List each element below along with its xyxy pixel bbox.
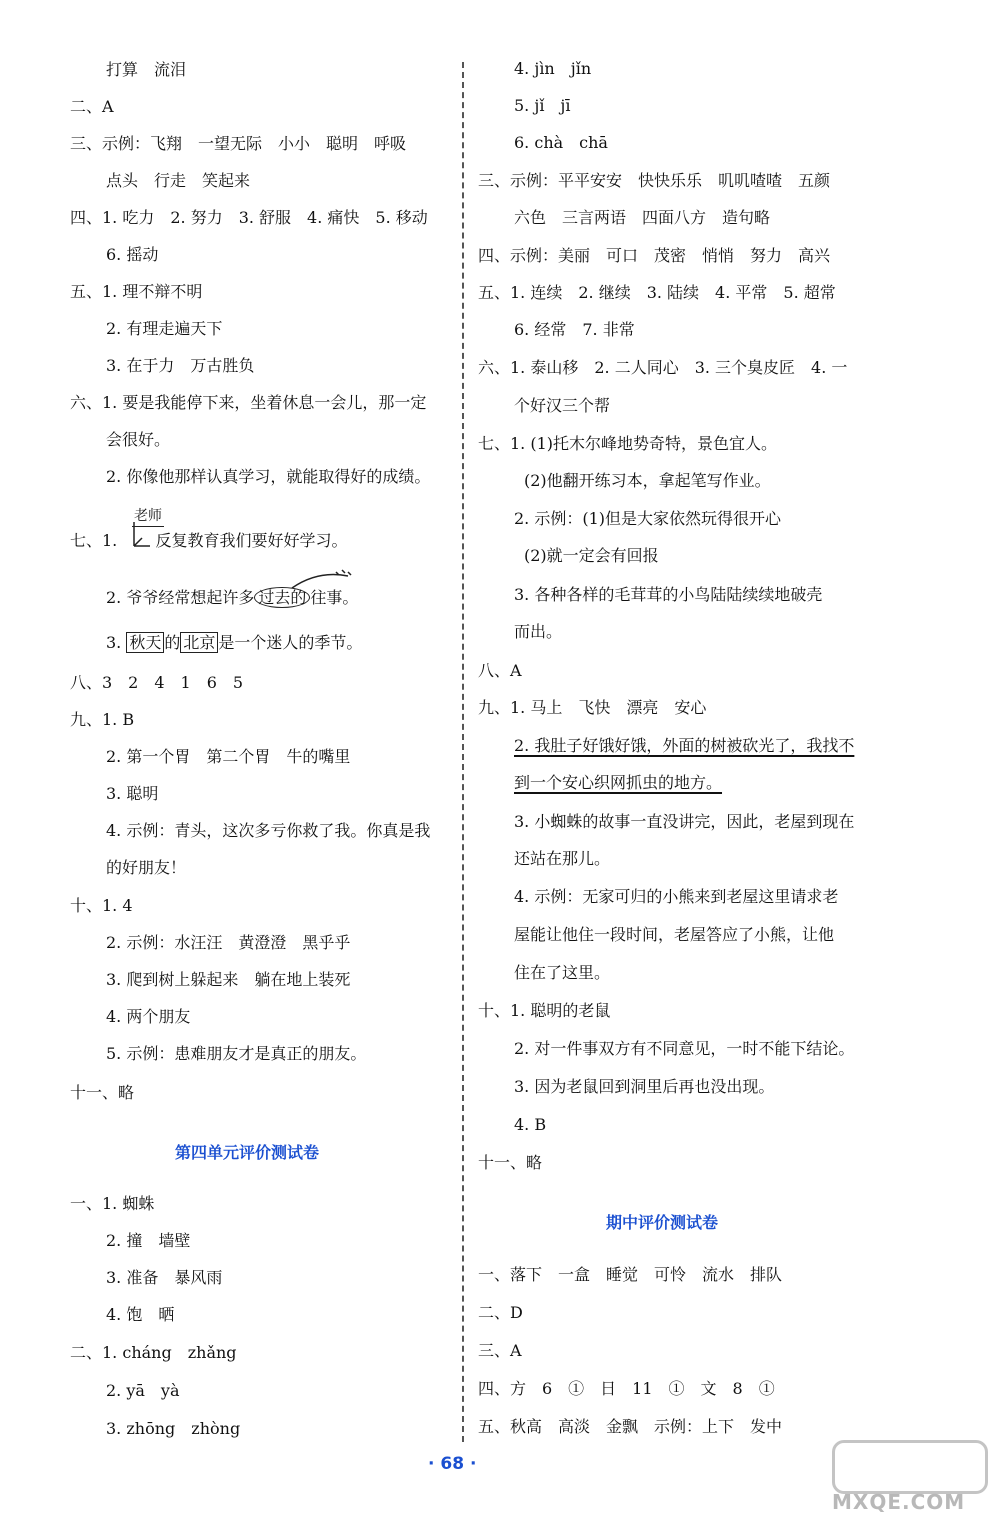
answer-line: 三、示例：飞翔 一望无际 小小 聪明 呼吸 (70, 134, 407, 153)
answer-line: 一、1. 蜘蛛 (70, 1194, 155, 1213)
answer-line: 4. 示例：青头，这次多亏你救了我。你真是我 (106, 821, 431, 840)
answer-line: 的好朋友！ (106, 858, 187, 877)
watermark-text: MXQE.COM (832, 1490, 966, 1514)
answer-line: 二、D (478, 1303, 523, 1322)
answer-line: 还站在那儿。 (514, 849, 611, 868)
answer-line: 3. 小蜘蛛的故事一直没讲完，因此，老屋到现在 (514, 812, 855, 831)
answer-line: 2. 示例：水汪汪 黄澄澄 黑乎乎 (106, 933, 351, 952)
answer-line: 5. jǐ jī (514, 96, 571, 115)
answer-line: 4. 两个朋友 (106, 1007, 191, 1026)
section-heading: 期中评价测试卷 (606, 1213, 719, 1232)
answer-line: 6. chà chā (514, 133, 608, 152)
answer-line: 屋能让他住一段时间，老屋答应了小熊，让他 (514, 925, 835, 944)
answer-line: 点头 行走 笑起来 (106, 171, 251, 190)
answer-line: 6. 经常 7. 非常 (514, 320, 635, 339)
boxed-word: 北京 (180, 632, 218, 653)
answer-line: 四、方 6 ① 日 11 ① 文 8 ① (478, 1379, 775, 1398)
answer-line: 十、1. 4 (70, 896, 133, 915)
answer-line: 会很好。 (106, 430, 171, 449)
answer-line: 四、示例：美丽 可口 茂密 悄悄 努力 高兴 (478, 246, 831, 265)
answer-line: 九、1. 马上 飞快 漂亮 安心 (478, 698, 707, 717)
section-heading: 第四单元评价测试卷 (175, 1143, 320, 1162)
answer-text: 的 (164, 633, 181, 652)
answer-line: 3. 各种各样的毛茸茸的小鸟陆陆续续地破壳 (514, 585, 823, 604)
watermark-badge-icon (832, 1440, 988, 1494)
answer-line: 3. 准备 暴风雨 (106, 1268, 223, 1287)
answer-text: 往事。 (310, 588, 359, 607)
deletion-mark-icon (288, 568, 358, 592)
answer-line: 3. 因为老鼠回到洞里后再也没出现。 (514, 1077, 775, 1096)
answer-line: 2. 你像他那样认真学习，就能取得好的成绩。 (106, 467, 431, 486)
answer-line: 5. 示例：患难朋友才是真正的朋友。 (106, 1044, 367, 1063)
answer-line: 3. 在于力 万古胜负 (106, 356, 255, 375)
answer-text: 2. 爷爷经常想起许多 (106, 588, 255, 607)
answer-line: 十一、略 (478, 1153, 543, 1172)
answer-line: 五、1. 连续 2. 继续 3. 陆续 4. 平常 5. 超常 (478, 283, 836, 302)
answer-line: 五、1. 理不辩不明 (70, 282, 203, 301)
answer-line: 一、落下 一盒 睡觉 可怜 流水 排队 (478, 1265, 783, 1284)
answer-line: 3. 聪明 (106, 784, 159, 803)
answer-prefix: 七、1. (70, 531, 118, 550)
answer-line (106, 633, 362, 653)
answer-line: 七、1. (1)托木尔峰地势奇特，景色宜人。 (478, 434, 778, 453)
answer-line: 4. 饱 晒 (106, 1305, 175, 1324)
insertion-caret-icon (130, 520, 156, 552)
answer-line: 住在了这里。 (514, 963, 611, 982)
answer-line: 4. B (514, 1115, 547, 1134)
answer-line: 五、秋高 高淡 金飘 示例：上下 发中 (478, 1417, 783, 1436)
answer-line: 3. zhōng zhòng (106, 1419, 241, 1438)
answer-line: 4. 示例：无家可归的小熊来到老屋这里请求老 (514, 887, 839, 906)
answer-line: 二、A (70, 97, 114, 116)
answer-line: 2. 第一个胃 第二个胃 牛的嘴里 (106, 747, 351, 766)
answer-line: 十、1. 聪明的老鼠 (478, 1001, 611, 1020)
answer-text: 是一个迷人的季节。 (218, 633, 363, 652)
answer-line: 2. 示例：(1)但是大家依然玩得很开心 (514, 509, 782, 528)
answer-line: 3. 爬到树上躲起来 躺在地上装死 (106, 970, 351, 989)
boxed-word: 秋天 (126, 632, 164, 653)
answer-line: 八、3 2 4 1 6 5 (70, 673, 244, 692)
answer-line: 2. yā yà (106, 1381, 180, 1400)
answer-line: 六色 三言两语 四面八方 造句略 (514, 208, 771, 227)
answer-line: (2)他翻开练习本，拿起笔写作业。 (524, 471, 771, 490)
answer-line: 十一、略 (70, 1083, 135, 1102)
answer-text: 反复教育我们要好好学习。 (155, 531, 348, 550)
page-number: · 68 · (428, 1454, 477, 1474)
answer-line: 而出。 (514, 622, 563, 641)
answer-line: 个好汉三个帮 (514, 396, 611, 415)
answer-line: 六、1. 泰山移 2. 二人同心 3. 三个臭皮匠 4. 一 (478, 358, 848, 377)
answer-line (70, 531, 347, 551)
insertion-word: 老师 (132, 506, 164, 527)
answer-line: 四、1. 吃力 2. 努力 3. 舒服 4. 痛快 5. 移动 (70, 208, 428, 227)
underlined-answer-line: 2. 我肚子好饿好饿，外面的树被砍光了，我找不 (514, 736, 855, 755)
answer-line: (2)就一定会有回报 (524, 546, 659, 565)
answer-line: 六、1. 要是我能停下来，坐着休息一会儿，那一定 (70, 393, 427, 412)
answer-line: 4. jìn jǐn (514, 59, 592, 78)
answer-line: 2. 有理走遍天下 (106, 319, 223, 338)
answer-line: 三、A (478, 1341, 522, 1360)
answer-line: 二、1. cháng zhǎng (70, 1343, 237, 1362)
answer-line: 九、1. B (70, 710, 135, 729)
answer-line: 2. 对一件事双方有不同意见，一时不能下结论。 (514, 1039, 855, 1058)
answer-line: 打算 流泪 (106, 60, 187, 79)
answer-line: 八、A (478, 661, 522, 680)
circled-phrase: 过去的 (254, 587, 310, 608)
answer-line: 三、示例：平平安安 快快乐乐 叽叽喳喳 五颜 (478, 171, 831, 190)
column-divider (462, 62, 464, 1442)
watermark-logo (822, 1440, 992, 1520)
answer-line: 2. 撞 墙壁 (106, 1231, 191, 1250)
underlined-answer-line: 到一个安心织网抓虫的地方。 (514, 773, 723, 792)
answer-line: 6. 摇动 (106, 245, 159, 264)
answer-text: 3. (106, 633, 122, 652)
